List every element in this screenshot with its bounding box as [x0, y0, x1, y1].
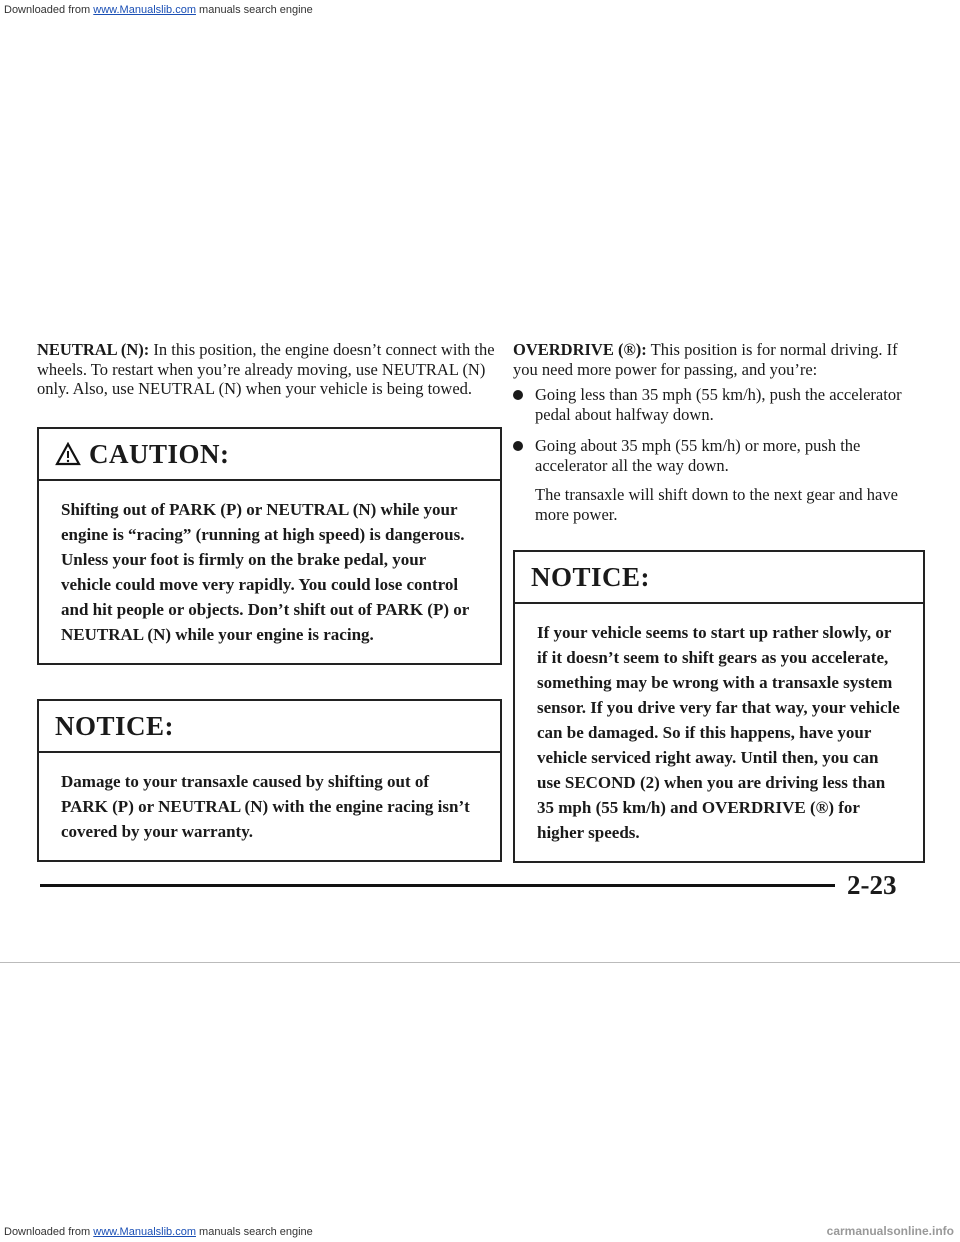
neutral-text: In this position, the engine doesn’t connect with the wheels. To restart when you’re already moving, use NEUTRAL (N) only. Also, use NEUTRAL (N) when your vehicle is being towed.: [37, 340, 495, 398]
notice-body-right: If your vehicle seems to start up rather slowly, or if it doesn’t seem to shift gears as you accelerate, something may be wrong with a transaxle system sensor. If you drive very far that way, your vehicle can be damaged. So if this happens, have your vehicle serviced right away. Until then, you can use SECOND (2) when you are driving less than 35 mph (55 km/h) and OVERDRIVE (®) for higher speeds.: [537, 623, 900, 842]
page-edge-divider: [0, 962, 960, 963]
overdrive-lead: OVERDRIVE (®):: [513, 340, 647, 359]
caution-header: [39, 429, 500, 481]
list-item: [513, 436, 925, 475]
notice-box-left: [37, 699, 502, 862]
notice-body-left: Damage to your transaxle caused by shifting out of PARK (P) or NEUTRAL (N) with the engine racing isn’t covered by your warranty.: [61, 771, 470, 841]
bullet-text: Going less than 35 mph (55 km/h), push the accelerator pedal about halfway down.: [535, 385, 902, 424]
notice-title-right: NOTICE:: [531, 562, 651, 592]
notice-header-right: [515, 552, 923, 604]
manualslib-link[interactable]: www.Manualslib.com: [93, 4, 196, 16]
site-watermark-right: carmanualsonline.info: [826, 1224, 954, 1238]
warning-triangle-icon: [55, 442, 81, 466]
caution-body: Shifting out of PARK (P) or NEUTRAL (N) while your engine is “racing” (running at high speed) is dangerous. Unless your foot is firmly on the brake pedal, your vehicle could move very rapidly. You could lose control and hit people or objects. Don’t shift out of PARK (P) or NEUTRAL (N) while your engine is racing.: [61, 499, 469, 644]
bullet-text: Going about 35 mph (55 km/h) or more, push the accelerator all the way down.: [535, 436, 861, 475]
watermark-suffix: manuals search engine: [199, 4, 313, 16]
notice-box-right: [513, 550, 925, 863]
list-item: [513, 385, 925, 424]
watermark-prefix: Downloaded from: [4, 1226, 91, 1238]
caution-box: [37, 427, 502, 665]
notice-title-left: NOTICE:: [55, 710, 175, 741]
page-number: 2-23: [847, 870, 897, 900]
caution-title: CAUTION:: [89, 438, 230, 469]
download-watermark-bottom: [4, 1226, 313, 1238]
neutral-paragraph: [37, 340, 502, 399]
neutral-lead: NEUTRAL (N):: [37, 340, 150, 359]
watermark-prefix: Downloaded from: [4, 4, 91, 16]
left-column: [37, 340, 502, 862]
bullet-dot-icon: [513, 441, 523, 451]
manualslib-link[interactable]: www.Manualslib.com: [93, 1226, 196, 1238]
download-watermark-top: [4, 4, 313, 16]
overdrive-paragraph: [513, 340, 925, 379]
watermark-suffix: manuals search engine: [199, 1226, 313, 1238]
speed-bullet-list: [513, 385, 925, 475]
overdrive-text: This position is for normal driving. If you need more power for passing, and you’re:: [513, 340, 898, 379]
bullet-dot-icon: [513, 390, 523, 400]
footer-rule: [40, 884, 835, 887]
notice-header-left: [39, 701, 500, 753]
transaxle-paragraph: The transaxle will shift down to the next gear and have more power.: [535, 485, 898, 524]
right-column: [513, 340, 925, 863]
